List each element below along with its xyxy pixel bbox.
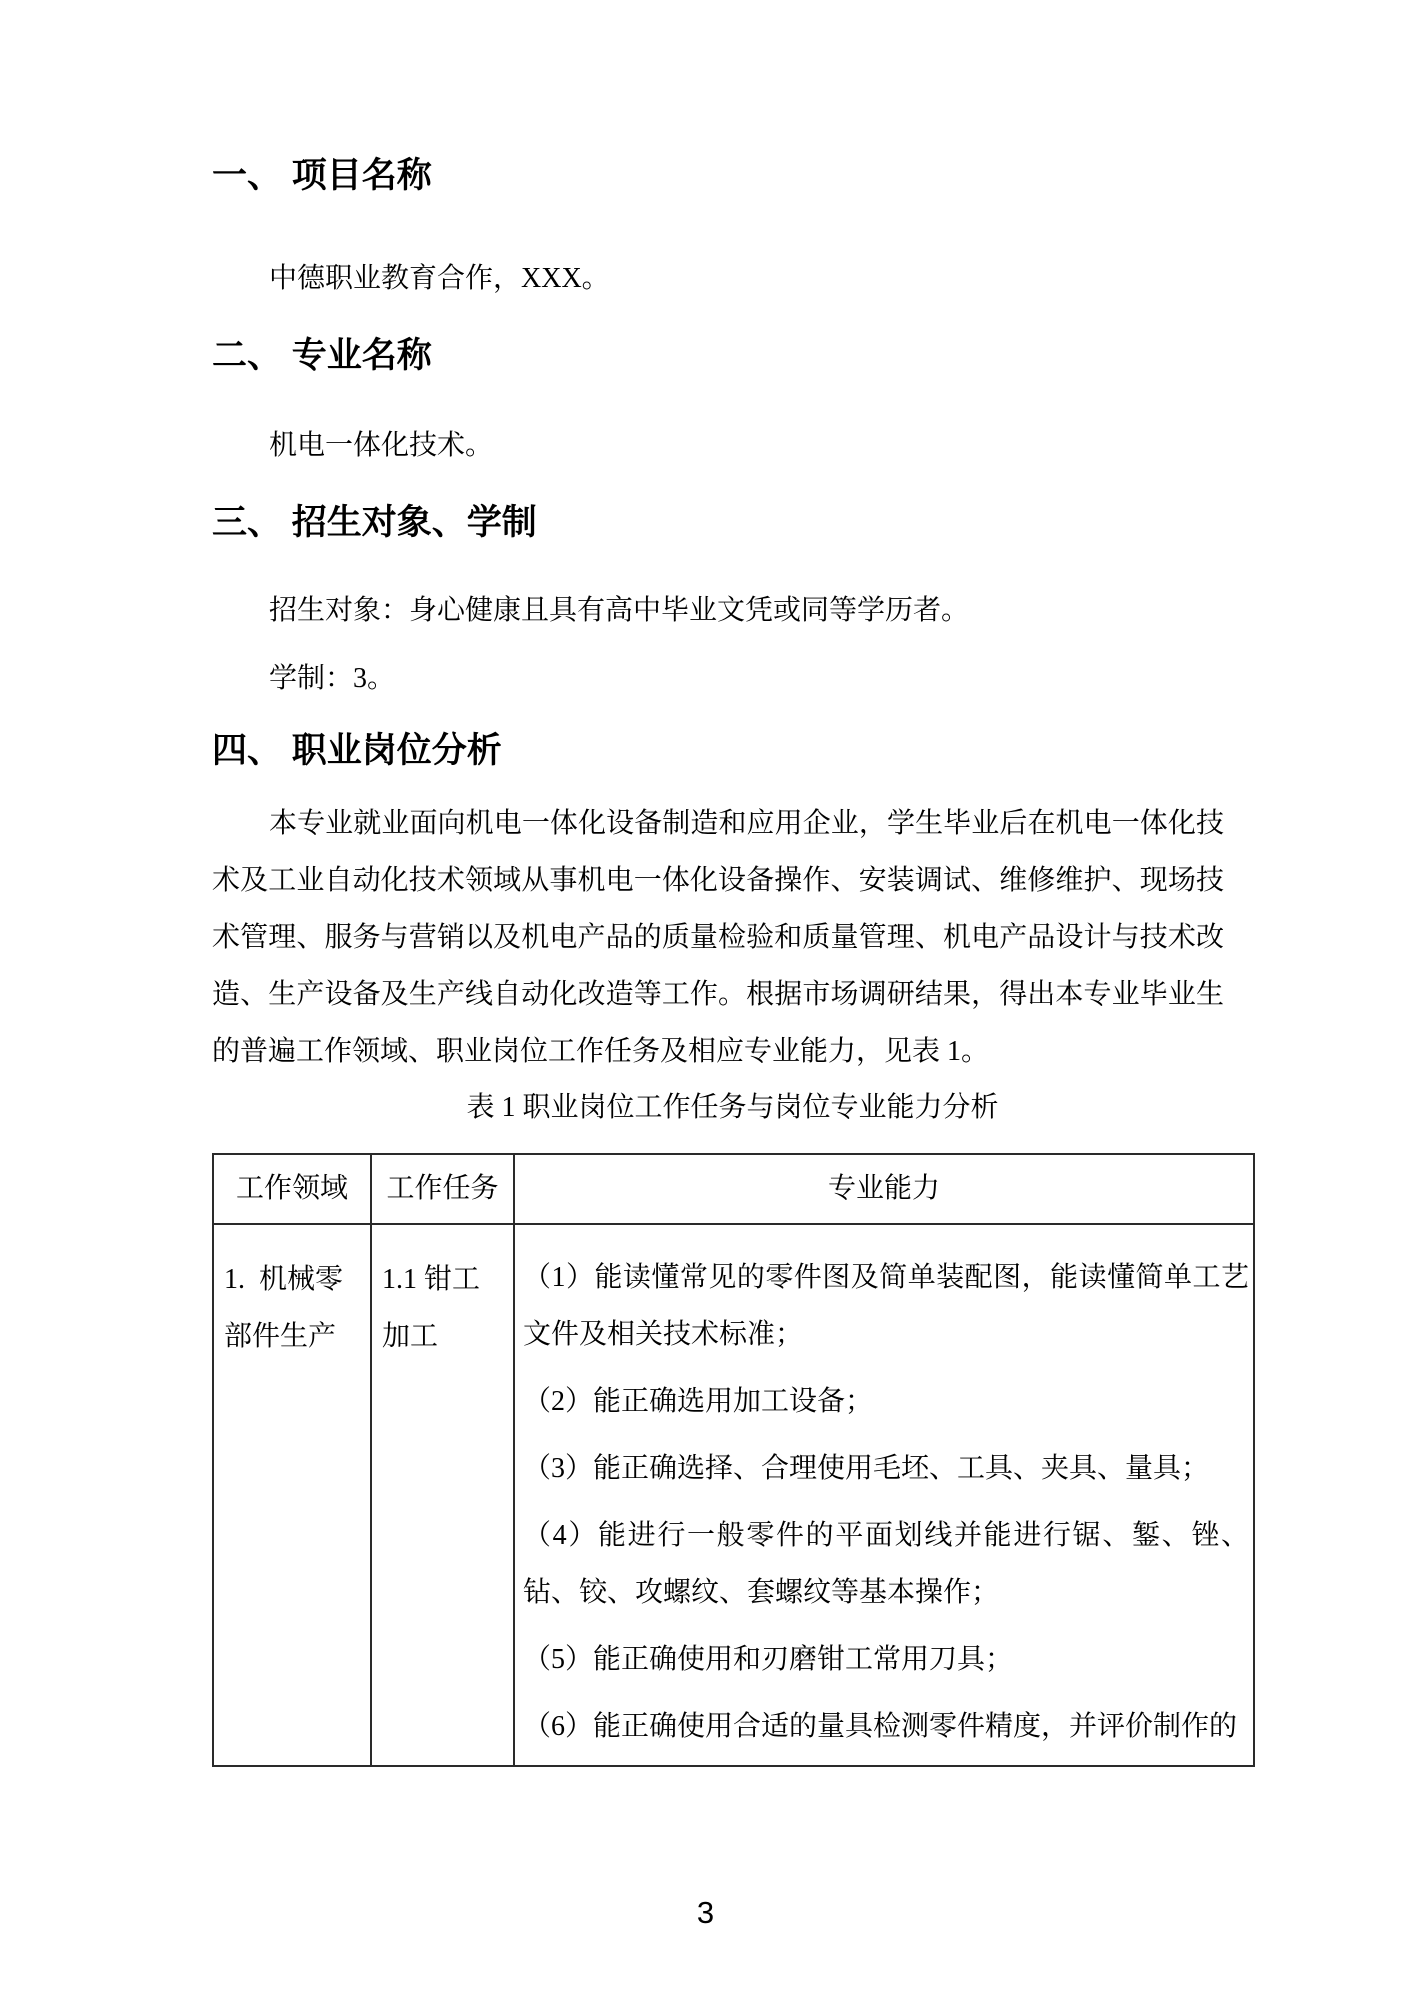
header-cell-work-task: 工作任务 xyxy=(371,1154,514,1224)
ability-item: （1）能读懂常见的零件图及简单装配图，能读懂简单工艺文件及相关技术标准； xyxy=(523,1262,1249,1350)
section-4-paragraph: 本专业就业面向机电一体化设备制造和应用企业，学生毕业后在机电一体化技术及工业自动化技术领域从事机电一体化设备操作、安装调试、维修维护、现场技术管理、服务与营销以及机电产品的质量检验和质量管理、机电产品设计与技术改造、生产设备及生产线自动化改造等工作。根据市场调研结果，得出本专业毕业生的普遍工作领域、职业岗位工作任务及相应专业能力，见表 1。 xyxy=(212,808,1224,1067)
cell-work-domain: 1. 机械零部件生产 xyxy=(213,1224,371,1766)
header-cell-work-domain: 工作领域 xyxy=(213,1154,371,1224)
ability-item: （3）能正确选择、合理使用毛坯、工具、夹具、量具； xyxy=(523,1453,1210,1484)
section-4-heading: 四、 职业岗位分析 xyxy=(212,731,502,770)
job-analysis-table xyxy=(212,1153,1255,1767)
section-1-heading: 一、 项目名称 xyxy=(212,156,432,195)
section-2-paragraph: 机电一体化技术。 xyxy=(269,430,494,461)
section-3-paragraph-enrollment: 招生对象：身心健康且具有高中毕业文凭或同等学历者。 xyxy=(269,595,970,626)
ability-item: （4）能进行一般零件的平面划线并能进行锯、錾、锉、钻、铰、攻螺纹、套螺纹等基本操作； xyxy=(523,1520,1249,1608)
cell-abilities xyxy=(514,1224,1254,1766)
cell-work-task: 1.1 钳工加工 xyxy=(371,1224,514,1766)
section-2-heading: 二、 专业名称 xyxy=(212,336,432,375)
table-header-row xyxy=(213,1154,1254,1224)
section-3-heading: 三、 招生对象、学制 xyxy=(212,503,537,542)
section-3-paragraph-duration: 学制：3。 xyxy=(269,663,396,694)
table-row xyxy=(213,1224,1254,1766)
ability-item: （5）能正确使用和刃磨钳工常用刀具； xyxy=(523,1644,1014,1675)
header-cell-ability: 专业能力 xyxy=(514,1154,1254,1224)
page-number: 3 xyxy=(696,1895,715,1930)
ability-item: （2）能正确选用加工设备； xyxy=(523,1386,874,1417)
table-caption: 表 1 职业岗位工作任务与岗位专业能力分析 xyxy=(466,1092,999,1123)
ability-item: （6）能正确使用合适的量具检测零件精度，并评价制作的 xyxy=(523,1711,1238,1742)
section-1-paragraph: 中德职业教育合作，XXX。 xyxy=(269,263,610,294)
